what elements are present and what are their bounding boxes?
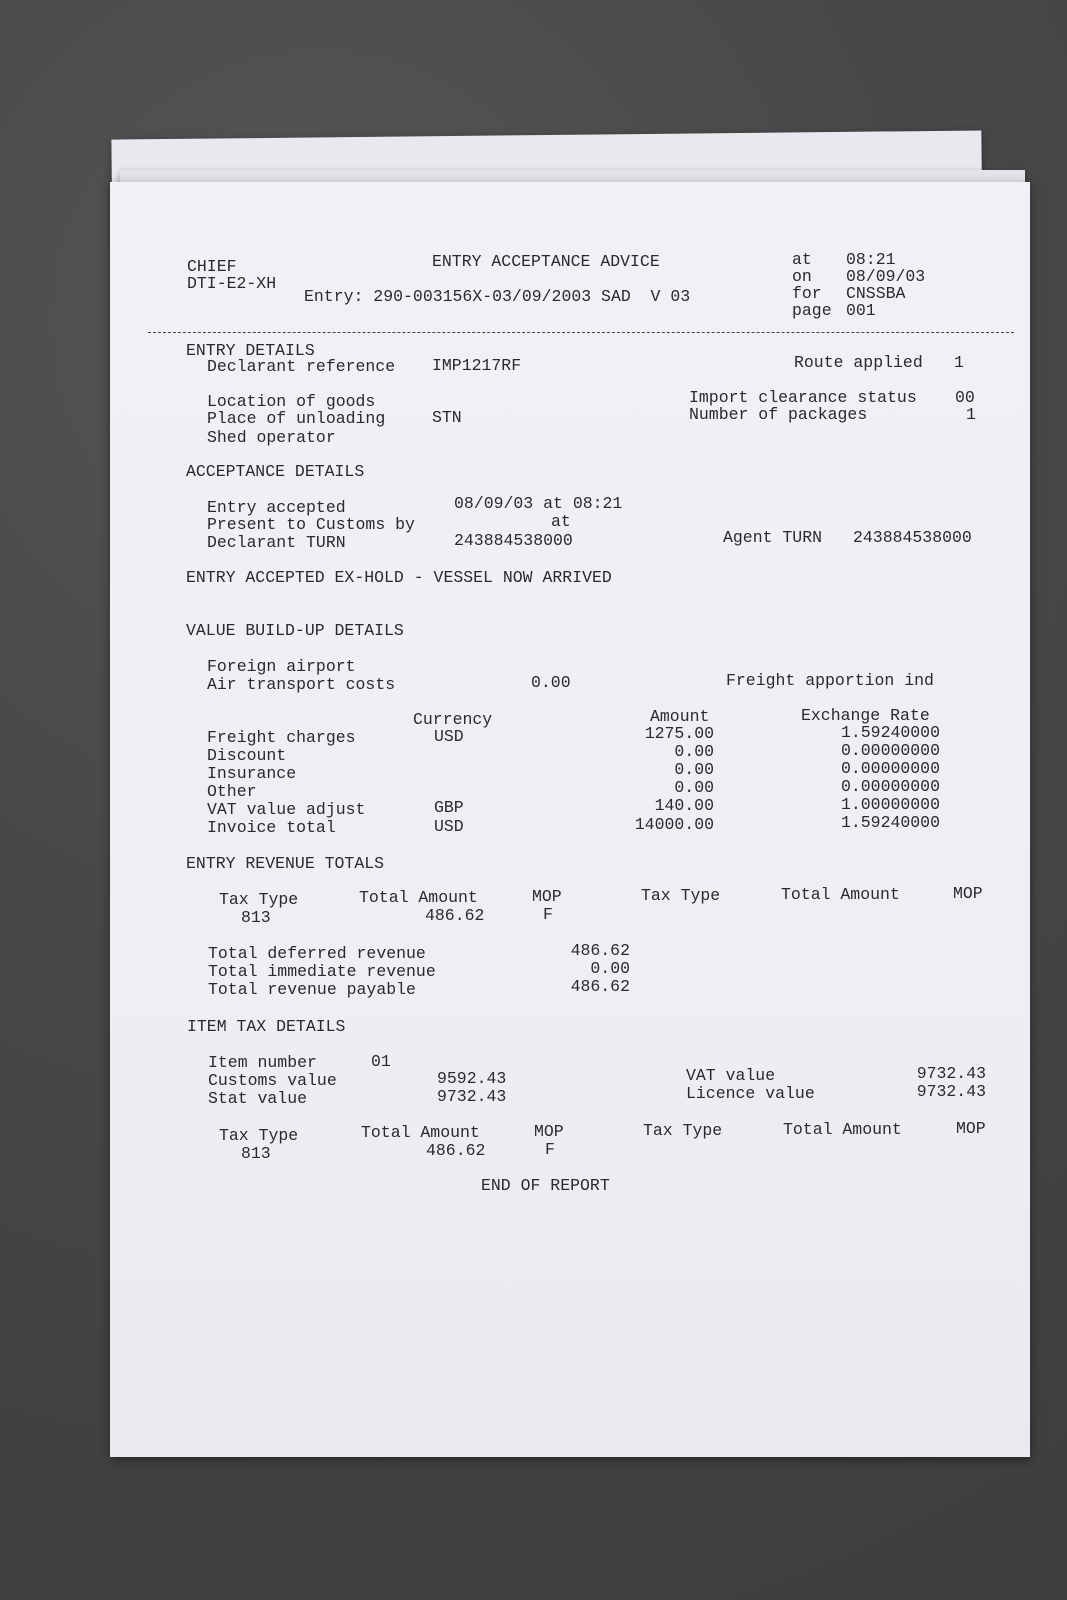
vb-row-currency: USD	[434, 817, 464, 836]
exchange-rate-column-header: Exchange Rate	[801, 706, 930, 725]
air-transport-costs-value: 0.00	[531, 673, 571, 692]
revenue-mop: F	[543, 905, 553, 924]
vb-row-rate: 0.00000000	[840, 741, 940, 760]
item-total-amount-header: Total Amount	[361, 1123, 480, 1142]
acceptance-heading: ACCEPTANCE DETAILS	[186, 462, 365, 481]
item-mop-header-right: MOP	[956, 1119, 986, 1138]
item-mop-header: MOP	[534, 1122, 564, 1141]
route-applied-label: Route applied	[794, 353, 923, 372]
import-clearance-label: Import clearance status	[689, 388, 917, 407]
vb-row-label: Insurance	[207, 764, 297, 783]
acceptance-status-line: ENTRY ACCEPTED EX-HOLD - VESSEL NOW ARRIVED	[186, 568, 612, 587]
vb-row-rate: 0.00000000	[840, 777, 940, 796]
revenue-tax-type: 813	[241, 908, 271, 927]
foreign-airport-label: Foreign airport	[207, 657, 356, 676]
tax-type-header: Tax Type	[219, 890, 299, 909]
system-code: DTI-E2-XH	[187, 274, 277, 293]
time-value: 08:21	[846, 250, 896, 269]
page-label: page	[792, 301, 832, 320]
vb-row-amount: 0.00	[674, 778, 714, 797]
present-to-customs-value: at	[551, 512, 571, 531]
vat-value-label: VAT value	[686, 1066, 776, 1085]
number-of-packages-value: 1	[966, 405, 976, 424]
vb-row-rate: 1.00000000	[840, 795, 940, 814]
revenue-payable-label: Total revenue payable	[208, 980, 416, 999]
licence-value: 9732.43	[916, 1082, 986, 1101]
import-clearance-value: 00	[955, 388, 975, 407]
time-label: at	[792, 250, 812, 269]
item-tax-type-header-right: Tax Type	[643, 1121, 723, 1140]
entry-reference: Entry: 290-003156X-03/09/2003 SAD V 03	[304, 287, 691, 306]
document-title: ENTRY ACCEPTANCE ADVICE	[432, 252, 660, 271]
mop-header-right: MOP	[953, 884, 983, 903]
total-amount-header: Total Amount	[359, 888, 478, 907]
deferred-revenue-label: Total deferred revenue	[208, 944, 426, 963]
item-total-amount: 486.62	[426, 1141, 486, 1160]
vb-row-rate: 1.59240000	[840, 813, 940, 832]
licence-value-label: Licence value	[686, 1084, 815, 1103]
currency-column-header: Currency	[413, 710, 493, 729]
declarant-reference-label: Declarant reference	[207, 357, 396, 376]
vb-row-rate: 0.00000000	[840, 759, 940, 778]
for-label: for	[792, 284, 822, 303]
amount-column-header: Amount	[650, 707, 710, 726]
present-to-customs-label: Present to Customs by	[207, 515, 415, 534]
vb-row-label: Discount	[207, 746, 287, 765]
vb-row-label: VAT value adjust	[207, 800, 366, 819]
deferred-revenue-value: 486.62	[570, 941, 630, 960]
mop-header: MOP	[532, 887, 562, 906]
route-applied-value: 1	[954, 353, 964, 372]
value-buildup-heading: VALUE BUILD-UP DETAILS	[186, 621, 404, 640]
vat-value: 9732.43	[916, 1064, 986, 1083]
freight-apportion-label: Freight apportion ind	[726, 671, 934, 690]
stat-value-label: Stat value	[208, 1089, 308, 1108]
place-of-unloading-label: Place of unloading	[207, 409, 386, 428]
customs-value-label: Customs value	[208, 1071, 337, 1090]
vb-row-amount: 0.00	[674, 742, 714, 761]
place-of-unloading-value: STN	[432, 408, 462, 427]
total-amount-header-right: Total Amount	[781, 885, 900, 904]
vb-row-label: Other	[207, 782, 257, 801]
vb-row-rate: 1.59240000	[840, 723, 940, 742]
vb-row-amount: 0.00	[674, 760, 714, 779]
item-number-value: 01	[371, 1052, 391, 1071]
vb-row-amount: 140.00	[654, 796, 714, 815]
item-tax-type: 813	[241, 1144, 271, 1163]
agent-turn-value: 243884538000	[853, 528, 972, 547]
immediate-revenue-label: Total immediate revenue	[208, 962, 436, 981]
air-transport-costs-label: Air transport costs	[207, 675, 396, 694]
agent-turn-label: Agent TURN	[723, 528, 823, 547]
stat-value: 9732.43	[437, 1087, 507, 1106]
revenue-totals-heading: ENTRY REVENUE TOTALS	[186, 854, 385, 873]
vb-row-amount: 1275.00	[644, 724, 714, 743]
declarant-reference-value: IMP1217RF	[432, 356, 522, 375]
vb-row-currency: GBP	[434, 798, 464, 817]
tax-type-header-right: Tax Type	[641, 886, 721, 905]
date-label: on	[792, 267, 812, 286]
item-mop: F	[545, 1140, 555, 1159]
item-tax-type-header: Tax Type	[219, 1126, 299, 1145]
immediate-revenue-value: 0.00	[590, 959, 630, 978]
page-number: 001	[846, 301, 876, 320]
vb-row-currency: USD	[434, 727, 464, 746]
number-of-packages-label: Number of packages	[689, 405, 868, 424]
revenue-total-amount: 486.62	[425, 906, 485, 925]
declarant-turn-label: Declarant TURN	[207, 533, 346, 552]
entry-accepted-label: Entry accepted	[207, 498, 346, 517]
vb-row-label: Freight charges	[207, 728, 356, 747]
for-value: CNSSBA	[846, 284, 906, 303]
shed-operator-label: Shed operator	[207, 428, 336, 447]
revenue-payable-value: 486.62	[570, 977, 630, 996]
customs-value: 9592.43	[437, 1069, 507, 1088]
item-number-label: Item number	[208, 1053, 317, 1072]
vb-row-label: Invoice total	[207, 818, 336, 837]
system-name: CHIEF	[187, 257, 237, 276]
item-total-amount-header-right: Total Amount	[783, 1120, 902, 1139]
entry-accepted-value: 08/09/03 at 08:21	[454, 494, 623, 513]
item-tax-heading: ITEM TAX DETAILS	[187, 1017, 346, 1036]
date-value: 08/09/03	[846, 267, 926, 286]
location-of-goods-label: Location of goods	[207, 392, 376, 411]
entry-details-heading: ENTRY DETAILS	[186, 341, 315, 360]
end-of-report: END OF REPORT	[481, 1176, 610, 1195]
vb-row-amount: 14000.00	[634, 815, 714, 834]
header-divider	[148, 332, 1014, 333]
declarant-turn-value: 243884538000	[454, 531, 573, 550]
